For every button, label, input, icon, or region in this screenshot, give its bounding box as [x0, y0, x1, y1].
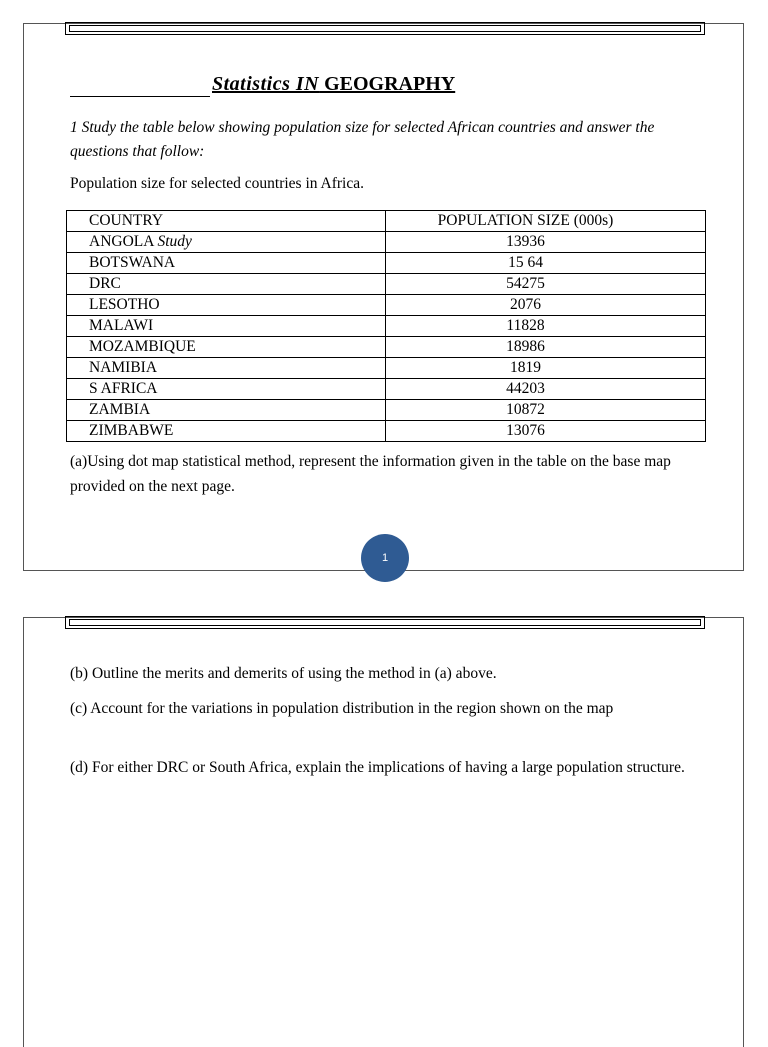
country-cell: S AFRICA — [67, 379, 386, 400]
table-header-row — [67, 211, 706, 232]
country-cell: ZIMBABWE — [67, 421, 386, 442]
question-a: (a)Using dot map statistical method, represent the information given in the table on the base map provided on the next page. — [70, 453, 671, 495]
country-cell: BOTSWANA — [67, 253, 386, 274]
question-intro: 1 Study the table below showing population size for selected African countries and answer the questions that follow: — [70, 119, 655, 160]
table-row — [67, 337, 706, 358]
population-cell: 1819 — [386, 358, 706, 379]
population-cell: 2076 — [386, 295, 706, 316]
population-cell: 13936 — [386, 232, 706, 253]
question-b: (b) Outline the merits and demerits of using the method in (a) above. — [70, 665, 497, 682]
table-row — [67, 232, 706, 253]
country-cell: DRC — [67, 274, 386, 295]
table-row — [67, 274, 706, 295]
title-underline-rule — [70, 96, 210, 97]
population-cell: 15 64 — [386, 253, 706, 274]
country-cell — [67, 232, 386, 253]
country-note: Study — [157, 233, 192, 250]
country-cell: MALAWI — [67, 316, 386, 337]
page-header-bar — [65, 22, 705, 35]
table-caption: Population size for selected countries in Africa. — [70, 175, 364, 192]
page-title — [212, 73, 455, 96]
column-header-population: POPULATION SIZE (000s) — [386, 211, 706, 232]
table-row — [67, 295, 706, 316]
population-cell: 44203 — [386, 379, 706, 400]
country-cell: LESOTHO — [67, 295, 386, 316]
population-cell: 18986 — [386, 337, 706, 358]
population-cell: 54275 — [386, 274, 706, 295]
population-table — [66, 210, 706, 442]
population-cell: 10872 — [386, 400, 706, 421]
population-cell: 13076 — [386, 421, 706, 442]
page-header-bar — [65, 616, 705, 629]
country-name: ANGOLA — [89, 233, 154, 250]
table-row — [67, 316, 706, 337]
population-cell: 11828 — [386, 316, 706, 337]
table-row — [67, 421, 706, 442]
country-cell: ZAMBIA — [67, 400, 386, 421]
table-row — [67, 379, 706, 400]
country-cell: NAMIBIA — [67, 358, 386, 379]
document-page-1 — [23, 23, 744, 571]
table-row — [67, 400, 706, 421]
question-c: (c) Account for the variations in population distribution in the region shown on the map — [70, 700, 614, 717]
table-row — [67, 253, 706, 274]
document-page-2 — [23, 617, 744, 1047]
table-row — [67, 358, 706, 379]
country-cell: MOZAMBIQUE — [67, 337, 386, 358]
column-header-country: COUNTRY — [67, 211, 386, 232]
question-d: (d) For either DRC or South Africa, explain the implications of having a large population structure. — [70, 759, 685, 776]
title-script-part: Statistics IN — [212, 73, 320, 95]
page-number-badge: 1 — [361, 534, 409, 582]
title-geography-part: GEOGRAPHY — [319, 73, 456, 95]
